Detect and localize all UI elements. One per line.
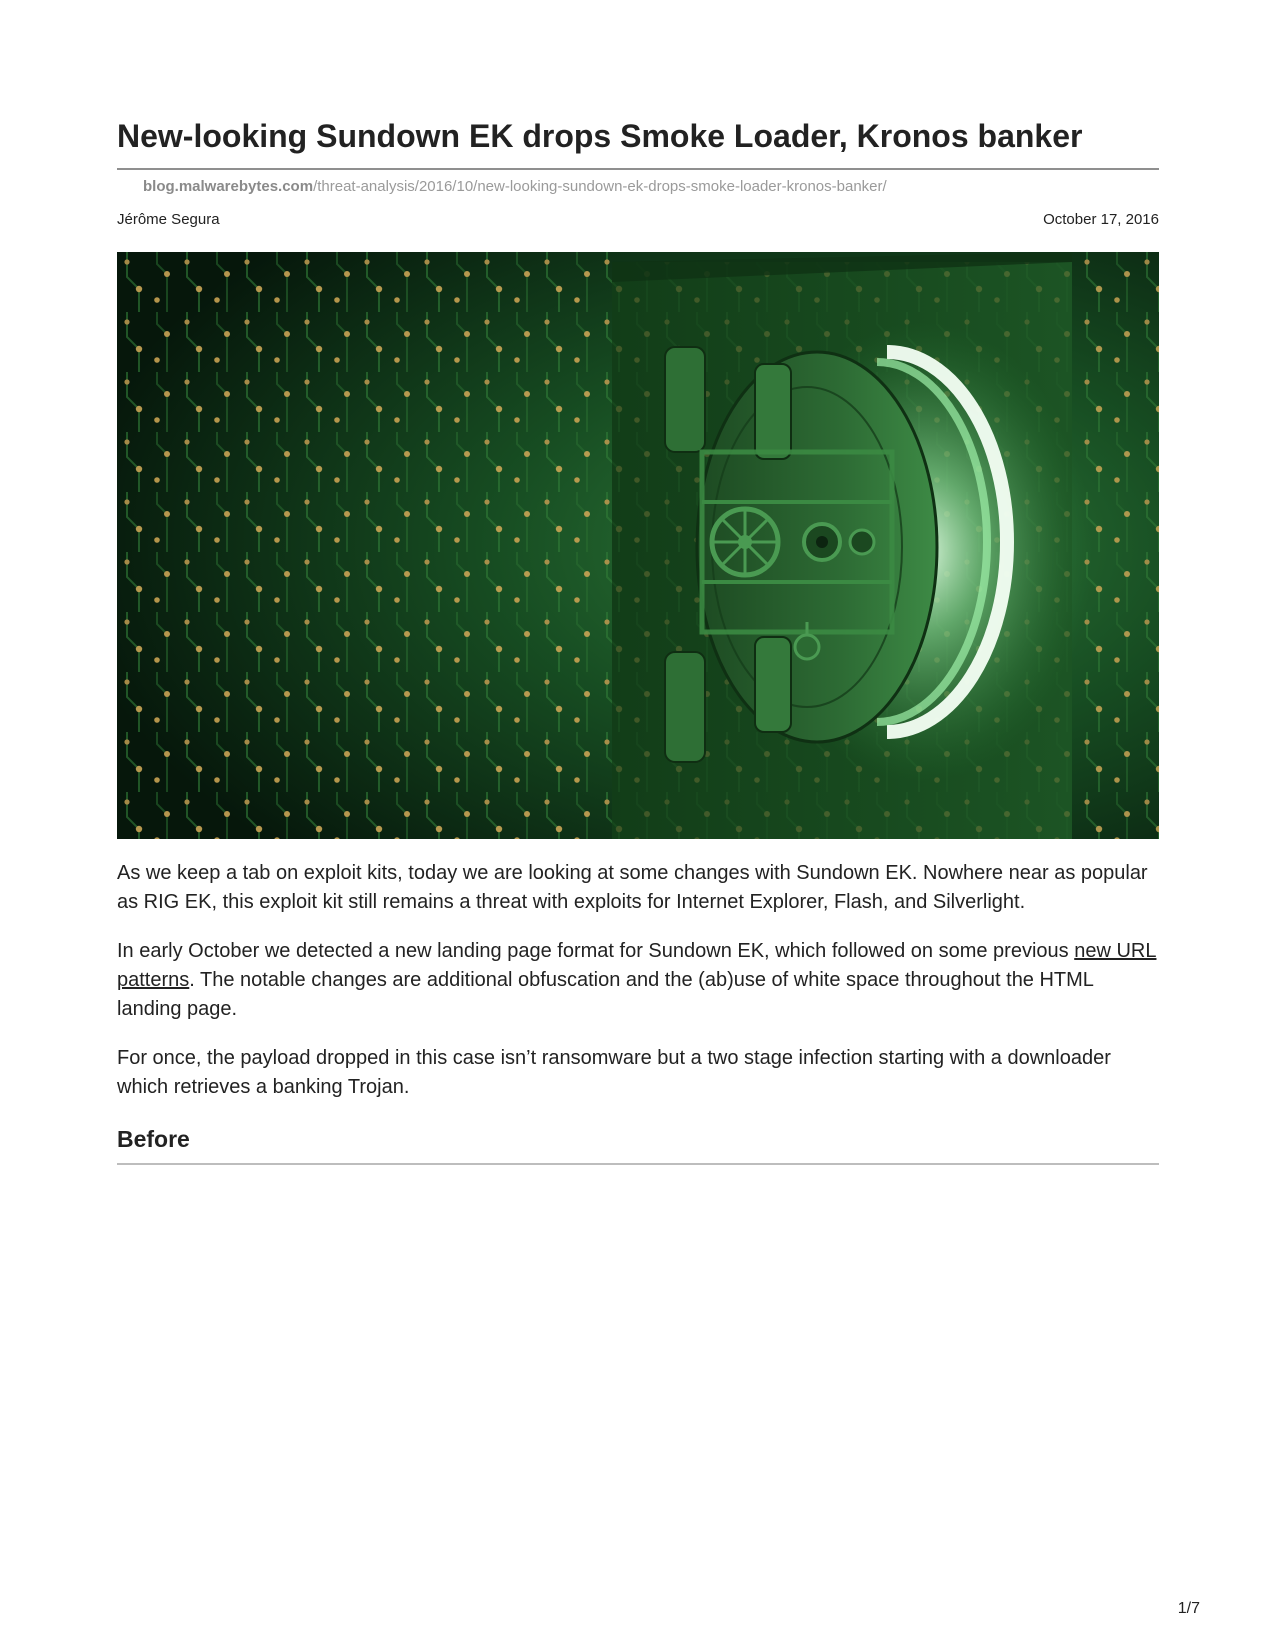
hero-image bbox=[117, 252, 1159, 839]
publish-date: October 17, 2016 bbox=[1043, 211, 1159, 228]
payload-paragraph: For once, the payload dropped in this case isn’t ransomware but a two stage infection starting with a downloader which retrieves a banking Trojan. bbox=[117, 1047, 1111, 1098]
source-domain: blog.malwarebytes.com bbox=[143, 178, 314, 195]
page-title: New-looking Sundown EK drops Smoke Loader, Kronos banker bbox=[117, 118, 1083, 154]
circuit-board-vault-image bbox=[117, 252, 1159, 839]
landing-page-paragraph bbox=[117, 937, 1159, 1024]
intro-paragraph: As we keep a tab on exploit kits, today we are looking at some changes with Sundown EK. Nowhere near as popular as RIG EK, this exploit kit still remains a threat with exploits for Internet Explorer, Flash, and Silverlight. bbox=[117, 862, 1148, 913]
source-url[interactable] bbox=[143, 178, 887, 195]
source-path: /threat-analysis/2016/10/new-looking-sundown-ek-drops-smoke-loader-kronos-banker/ bbox=[313, 178, 887, 195]
title-divider bbox=[117, 168, 1159, 170]
paragraph-text: . The notable changes are additional obfuscation and the (ab)use of white space throughout the HTML landing page. bbox=[117, 969, 1094, 1020]
section-divider bbox=[117, 1163, 1159, 1165]
page-number: 1/7 bbox=[1177, 1600, 1200, 1617]
section-heading-before: Before bbox=[117, 1126, 190, 1152]
paragraph-text: In early October we detected a new landing page format for Sundown EK, which followed on some previous bbox=[117, 940, 1075, 962]
author-name: Jérôme Segura bbox=[117, 211, 220, 228]
new-url-patterns-link[interactable]: new URL patterns bbox=[117, 940, 1157, 991]
